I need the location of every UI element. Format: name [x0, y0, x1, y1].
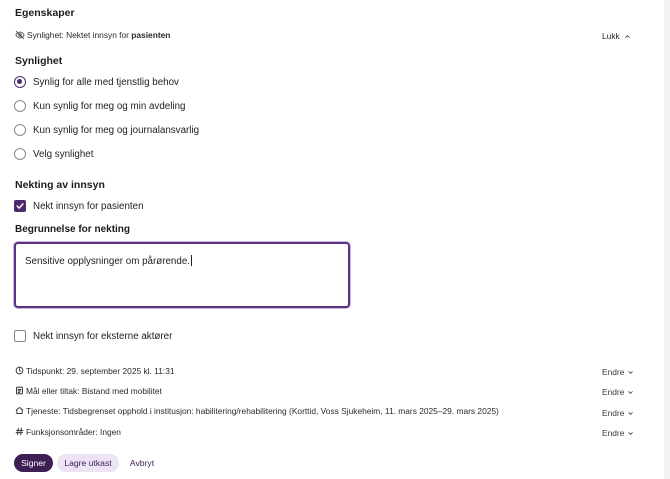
visibility-summary-prefix: Synlighet: Nektet innsyn for — [27, 30, 132, 40]
reason-textarea-value: Sensitive opplysninger om pårørende. — [25, 256, 191, 267]
deny-external-checkbox[interactable] — [14, 330, 26, 342]
edit-service-button[interactable] — [602, 408, 624, 418]
radio-all-label[interactable]: Synlig for alle med tjenstlig behov — [33, 77, 179, 88]
clipboard-icon — [15, 386, 24, 395]
visibility-summary — [27, 30, 170, 40]
reason-textarea[interactable] — [14, 242, 350, 308]
edit-goal-label: Endre — [602, 387, 625, 397]
chevron-down-icon — [627, 410, 634, 417]
radio-journal-label[interactable]: Kun synlig for meg og journalansvarlig — [33, 125, 200, 136]
chevron-down-icon — [627, 430, 634, 437]
meta-row-service: Tjeneste: Tidsbegrenset opphold i institusjon: habilitering/rehabilitering (Korttid, Voss Sjukeheim, 11. mars 2025–29. mars 2025) — [26, 406, 499, 416]
visibility-summary-target: pasienten — [131, 30, 171, 40]
meta-row-time: Tidspunkt: 29. september 2025 kl. 11:31 — [26, 366, 175, 376]
radio-journal[interactable] — [14, 124, 26, 136]
edit-function-areas-label: Endre — [602, 428, 625, 438]
denial-heading: Nekting av innsyn — [15, 179, 105, 191]
checkmark-icon — [15, 201, 25, 211]
panel-title: Egenskaper — [15, 7, 75, 19]
edit-function-areas-button[interactable] — [602, 428, 624, 438]
radio-department[interactable] — [14, 100, 26, 112]
chevron-up-icon — [624, 33, 631, 40]
sign-button[interactable]: Signer — [14, 454, 53, 472]
save-draft-button[interactable]: Lagre utkast — [57, 454, 119, 472]
deny-patient-label[interactable]: Nekt innsyn for pasienten — [33, 201, 144, 212]
page-scrollbar[interactable] — [664, 0, 670, 479]
eye-off-icon — [15, 30, 25, 40]
reason-heading: Begrunnelse for nekting — [15, 224, 131, 235]
edit-time-label: Endre — [602, 367, 625, 377]
radio-all[interactable] — [14, 76, 26, 88]
meta-row-function-areas: Funksjonsområder: Ingen — [26, 427, 121, 437]
clock-icon — [15, 366, 24, 375]
cancel-button[interactable]: Avbryt — [129, 458, 155, 468]
edit-service-label: Endre — [602, 408, 625, 418]
deny-external-label[interactable]: Nekt innsyn for eksterne aktører — [33, 331, 173, 342]
text-caret — [191, 255, 192, 266]
hash-icon — [15, 427, 24, 436]
meta-row-goal: Mål eller tiltak: Bistand med mobilitet — [26, 386, 162, 396]
visibility-heading: Synlighet — [15, 55, 63, 67]
chevron-down-icon — [627, 369, 634, 376]
chevron-down-icon — [627, 389, 634, 396]
deny-patient-checkbox[interactable] — [14, 200, 26, 212]
close-toggle-label: Lukk — [602, 31, 620, 41]
edit-time-button[interactable] — [602, 367, 624, 377]
radio-custom[interactable] — [14, 148, 26, 160]
radio-department-label[interactable]: Kun synlig for meg og min avdeling — [33, 101, 186, 112]
edit-goal-button[interactable] — [602, 387, 624, 397]
home-icon — [15, 406, 24, 415]
radio-custom-label[interactable]: Velg synlighet — [33, 149, 94, 160]
